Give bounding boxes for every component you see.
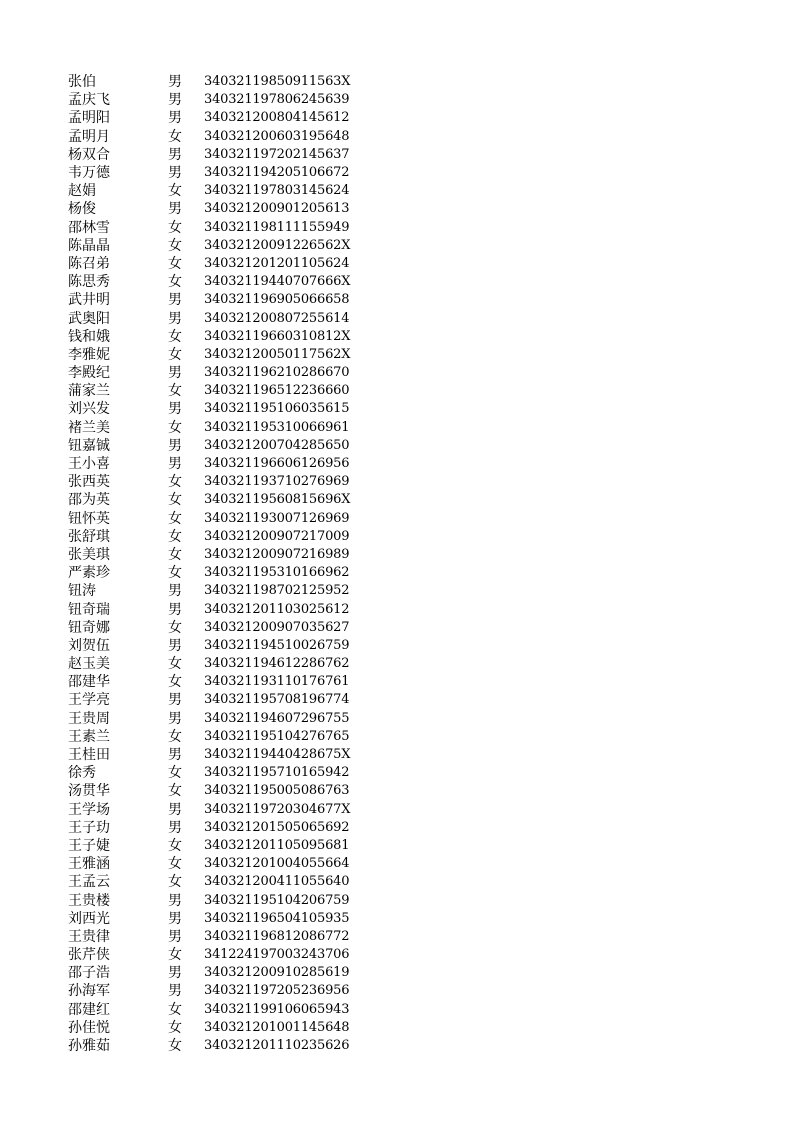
- person-gender: 女: [168, 328, 182, 345]
- table-row: [68, 91, 404, 109]
- person-gender: 男: [168, 92, 182, 109]
- table-row: [68, 473, 404, 491]
- person-gender: 男: [168, 710, 182, 727]
- person-name: 邵建红: [68, 1001, 110, 1018]
- table-row: [68, 510, 404, 528]
- table-row: [68, 855, 404, 873]
- person-gender: 男: [168, 819, 182, 836]
- person-id-number: 34032120050117562X: [204, 346, 351, 362]
- person-gender: 女: [168, 728, 182, 745]
- person-gender: 女: [168, 237, 182, 254]
- person-id-number: 340321200907217009: [204, 528, 350, 544]
- table-row: [68, 200, 404, 218]
- person-name: 张伯: [68, 74, 96, 91]
- person-id-number: 340321194607296755: [204, 710, 350, 726]
- person-gender: 男: [168, 583, 182, 600]
- table-row: [68, 655, 404, 673]
- person-gender: 女: [168, 619, 182, 636]
- table-row: [68, 491, 404, 509]
- table-row: [68, 637, 404, 655]
- table-row: [68, 782, 404, 800]
- person-gender: 男: [168, 292, 182, 309]
- person-id-number: 340321193007126969: [204, 510, 350, 526]
- table-row: [68, 728, 404, 746]
- person-gender: 男: [168, 965, 182, 982]
- person-id-number: 340321201103025612: [204, 601, 350, 617]
- table-row: [68, 346, 404, 364]
- person-name: 赵玉美: [68, 656, 110, 673]
- person-id-number: 340321195310166962: [204, 565, 350, 581]
- person-id-number: 340321196210286670: [204, 365, 350, 381]
- person-name: 张西英: [68, 474, 110, 491]
- person-name: 李殿纪: [68, 365, 110, 382]
- person-name: 蒲家兰: [68, 383, 110, 400]
- person-gender: 男: [168, 692, 182, 709]
- person-name: 钮奇娜: [68, 619, 110, 636]
- table-row: [68, 437, 404, 455]
- person-name: 陈召弟: [68, 255, 110, 272]
- person-gender: 女: [168, 565, 182, 582]
- person-id-number: 340321201001145648: [204, 1019, 350, 1035]
- table-row: [68, 364, 404, 382]
- person-name: 王孟云: [68, 874, 110, 891]
- person-id-number: 34032119440428675X: [204, 747, 351, 763]
- person-gender: 男: [168, 456, 182, 473]
- person-gender: 女: [168, 674, 182, 691]
- person-name: 王素兰: [68, 728, 110, 745]
- person-name: 王贵楼: [68, 892, 110, 909]
- person-gender: 女: [168, 255, 182, 272]
- person-id-number: 340321197205236956: [204, 983, 350, 999]
- person-gender: 男: [168, 801, 182, 818]
- table-row: [68, 1019, 404, 1037]
- person-name: 张舒琪: [68, 528, 110, 545]
- person-id-number: 340321193110176761: [204, 674, 350, 690]
- person-gender: 女: [168, 219, 182, 236]
- person-gender: 男: [168, 110, 182, 127]
- person-id-number: 340321195104276765: [204, 728, 350, 744]
- person-name: 邵建华: [68, 674, 110, 691]
- table-row: [68, 291, 404, 309]
- person-name: 王雅涵: [68, 856, 110, 873]
- person-gender: 男: [168, 401, 182, 418]
- table-row: [68, 801, 404, 819]
- table-row: [68, 837, 404, 855]
- person-gender: 女: [168, 765, 182, 782]
- person-id-number: 340321199106065943: [204, 1001, 350, 1017]
- table-row: [68, 182, 404, 200]
- person-name: 孙海军: [68, 983, 110, 1000]
- person-gender: 女: [168, 492, 182, 509]
- person-id-number: 34032119440707666X: [204, 274, 351, 290]
- person-name: 杨俊: [68, 201, 96, 218]
- person-name: 孟明阳: [68, 110, 110, 127]
- table-row: [68, 164, 404, 182]
- person-name: 王子婕: [68, 837, 110, 854]
- person-name: 王子玏: [68, 819, 110, 836]
- person-name: 孟庆飞: [68, 92, 110, 109]
- person-gender: 男: [168, 310, 182, 327]
- table-row: [68, 328, 404, 346]
- person-name: 邵子浩: [68, 965, 110, 982]
- person-gender: 男: [168, 892, 182, 909]
- person-name: 赵娟: [68, 183, 96, 200]
- person-id-number: 340321198702125952: [204, 583, 350, 599]
- person-id-number: 34032119660310812X: [204, 328, 351, 344]
- person-id-number: 340321196512236660: [204, 383, 350, 399]
- table-row: [68, 819, 404, 837]
- person-id-number: 340321195005086763: [204, 783, 350, 799]
- person-id-number: 34032120091226562X: [204, 237, 351, 253]
- person-gender: 男: [168, 747, 182, 764]
- person-id-number: 340321201004055664: [204, 856, 350, 872]
- person-name: 徐秀: [68, 765, 96, 782]
- table-row: [68, 382, 404, 400]
- person-name: 孟明月: [68, 128, 110, 145]
- table-row: [68, 891, 404, 909]
- person-id-number: 340321201105095681: [204, 837, 350, 853]
- person-name: 孙佳悦: [68, 1019, 110, 1036]
- person-name: 邵林雪: [68, 219, 110, 236]
- person-gender: 男: [168, 74, 182, 91]
- table-row: [68, 964, 404, 982]
- person-name: 王桂田: [68, 747, 110, 764]
- person-gender: 女: [168, 510, 182, 527]
- person-id-number: 341224197003243706: [204, 947, 350, 963]
- person-gender: 女: [168, 528, 182, 545]
- person-gender: 男: [168, 983, 182, 1000]
- person-gender: 男: [168, 910, 182, 927]
- person-name: 韦万德: [68, 165, 110, 182]
- person-gender: 女: [168, 474, 182, 491]
- person-id-number: 340321195104206759: [204, 892, 350, 908]
- person-id-number: 340321196812086772: [204, 928, 350, 944]
- person-id-number: 340321200807255614: [204, 310, 350, 326]
- person-id-number: 340321196504105935: [204, 910, 350, 926]
- person-name: 钮嘉铖: [68, 437, 110, 454]
- person-id-number: 340321200411055640: [204, 874, 350, 890]
- table-row: [68, 910, 404, 928]
- table-row: [68, 710, 404, 728]
- person-name: 汤贯华: [68, 783, 110, 800]
- person-id-number: 340321197806245639: [204, 92, 350, 108]
- table-row: [68, 455, 404, 473]
- person-id-number: 340321196606126956: [204, 456, 350, 472]
- person-name: 邵为英: [68, 492, 110, 509]
- table-row: [68, 219, 404, 237]
- table-row: [68, 564, 404, 582]
- person-id-number: 340321197202145637: [204, 146, 350, 162]
- table-row: [68, 73, 404, 91]
- person-roster: [68, 73, 404, 1055]
- person-name: 钮奇瑞: [68, 601, 110, 618]
- person-name: 刘贺伍: [68, 637, 110, 654]
- person-id-number: 340321195708196774: [204, 692, 350, 708]
- table-row: [68, 109, 404, 127]
- person-gender: 女: [168, 1038, 182, 1055]
- person-name: 褚兰美: [68, 419, 110, 436]
- person-name: 张美琪: [68, 546, 110, 563]
- person-gender: 女: [168, 947, 182, 964]
- person-gender: 女: [168, 656, 182, 673]
- person-gender: 女: [168, 856, 182, 873]
- person-id-number: 34032119850911563X: [204, 74, 351, 90]
- table-row: [68, 309, 404, 327]
- person-id-number: 340321200804145612: [204, 110, 350, 126]
- person-id-number: 340321194205106672: [204, 165, 350, 181]
- person-name: 陈思秀: [68, 274, 110, 291]
- person-id-number: 340321201110235626: [204, 1038, 350, 1054]
- table-row: [68, 928, 404, 946]
- person-id-number: 340321195106035615: [204, 401, 350, 417]
- person-gender: 男: [168, 146, 182, 163]
- person-gender: 女: [168, 419, 182, 436]
- table-row: [68, 873, 404, 891]
- person-name: 刘西光: [68, 910, 110, 927]
- table-row: [68, 946, 404, 964]
- person-name: 刘兴发: [68, 401, 110, 418]
- person-id-number: 340321193710276969: [204, 474, 350, 490]
- person-name: 王小喜: [68, 456, 110, 473]
- person-name: 李雅妮: [68, 346, 110, 363]
- person-id-number: 340321200704285650: [204, 437, 350, 453]
- person-name: 王学场: [68, 801, 110, 818]
- person-id-number: 340321194510026759: [204, 637, 350, 653]
- person-gender: 女: [168, 837, 182, 854]
- person-gender: 男: [168, 165, 182, 182]
- person-gender: 女: [168, 783, 182, 800]
- person-gender: 男: [168, 601, 182, 618]
- person-id-number: 340321196905066658: [204, 292, 350, 308]
- person-name: 张芹侠: [68, 947, 110, 964]
- person-id-number: 340321200907035627: [204, 619, 350, 635]
- person-id-number: 34032119560815696X: [204, 492, 351, 508]
- person-id-number: 340321197803145624: [204, 183, 350, 199]
- person-name: 陈晶晶: [68, 237, 110, 254]
- person-id-number: 34032119720304677X: [204, 801, 351, 817]
- table-row: [68, 1001, 404, 1019]
- table-row: [68, 764, 404, 782]
- table-row: [68, 146, 404, 164]
- person-name: 王贵周: [68, 710, 110, 727]
- table-row: [68, 255, 404, 273]
- person-id-number: 340321201201105624: [204, 255, 350, 271]
- person-gender: 女: [168, 1019, 182, 1036]
- person-id-number: 340321201505065692: [204, 819, 350, 835]
- table-row: [68, 600, 404, 618]
- person-gender: 女: [168, 346, 182, 363]
- person-name: 王学亮: [68, 692, 110, 709]
- person-gender: 男: [168, 437, 182, 454]
- person-id-number: 340321200910285619: [204, 965, 350, 981]
- person-id-number: 340321200901205613: [204, 201, 350, 217]
- person-gender: 女: [168, 128, 182, 145]
- person-name: 钮涛: [68, 583, 96, 600]
- table-row: [68, 528, 404, 546]
- person-name: 王贵律: [68, 928, 110, 945]
- person-gender: 女: [168, 546, 182, 563]
- person-gender: 女: [168, 1001, 182, 1018]
- table-row: [68, 746, 404, 764]
- table-row: [68, 619, 404, 637]
- person-gender: 男: [168, 637, 182, 654]
- person-id-number: 340321200907216989: [204, 546, 350, 562]
- person-gender: 女: [168, 274, 182, 291]
- table-row: [68, 673, 404, 691]
- table-row: [68, 400, 404, 418]
- person-id-number: 340321195310066961: [204, 419, 350, 435]
- table-row: [68, 691, 404, 709]
- person-id-number: 340321200603195648: [204, 128, 350, 144]
- table-row: [68, 128, 404, 146]
- table-row: [68, 546, 404, 564]
- person-name: 钱和娥: [68, 328, 110, 345]
- person-gender: 男: [168, 365, 182, 382]
- person-id-number: 340321198111155949: [204, 219, 350, 235]
- person-name: 武奥阳: [68, 310, 110, 327]
- person-gender: 女: [168, 183, 182, 200]
- table-row: [68, 237, 404, 255]
- table-row: [68, 982, 404, 1000]
- person-id-number: 340321194612286762: [204, 656, 350, 672]
- table-row: [68, 273, 404, 291]
- person-gender: 男: [168, 928, 182, 945]
- person-gender: 女: [168, 383, 182, 400]
- table-row: [68, 419, 404, 437]
- person-name: 钮怀英: [68, 510, 110, 527]
- person-gender: 女: [168, 874, 182, 891]
- person-name: 孙雅茹: [68, 1038, 110, 1055]
- person-name: 武井明: [68, 292, 110, 309]
- person-id-number: 340321195710165942: [204, 765, 350, 781]
- person-gender: 男: [168, 201, 182, 218]
- table-row: [68, 582, 404, 600]
- person-name: 严素珍: [68, 565, 110, 582]
- person-name: 杨双合: [68, 146, 110, 163]
- table-row: [68, 1037, 404, 1055]
